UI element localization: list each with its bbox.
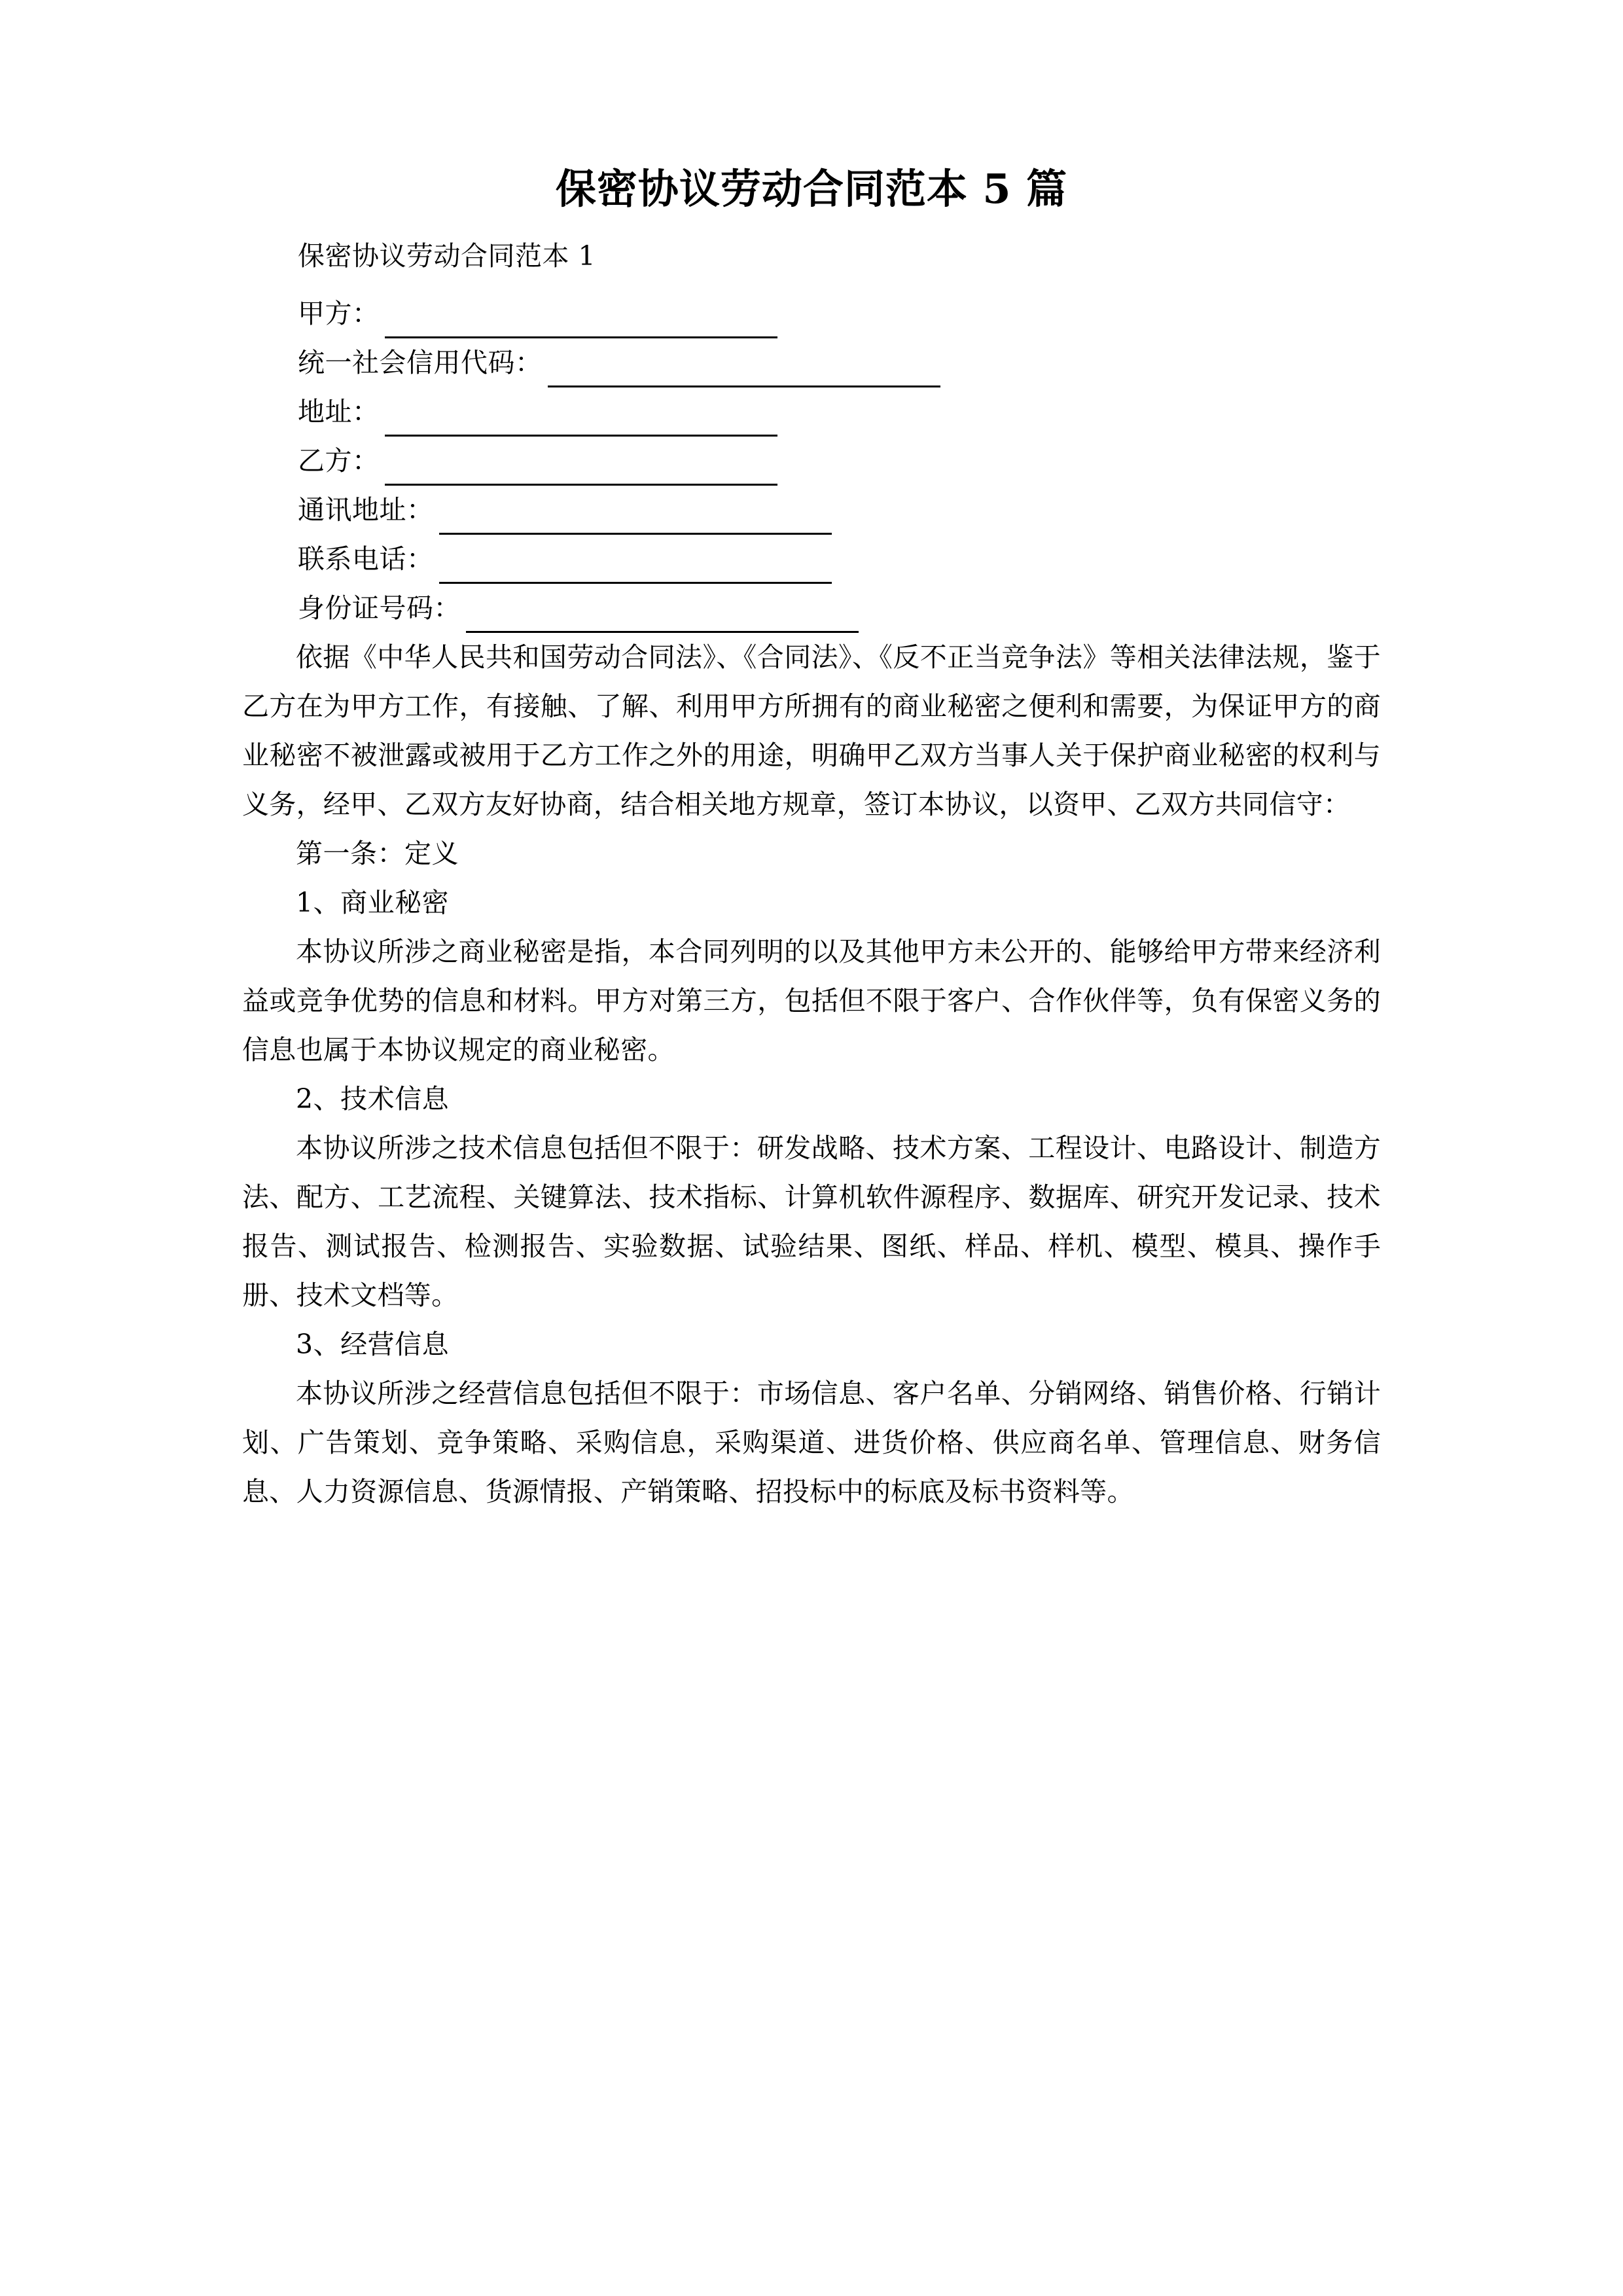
item-2-heading: 2、技术信息 (296, 1083, 450, 1115)
form-blank-contact-phone[interactable] (439, 549, 832, 584)
item-2-paragraph: 本协议所涉之技术信息包括但不限于：研发战略、技术方案、工程设计、电路设计、制造方法、配方、工艺流程、关键算法、技术指标、计算机软件源程序、数据库、研究开发记录、技术报告、测试报告、检测报告、实验数据、试验结果、图纸、样品、样机、模型、模具、操作手册、技术文档等。 (242, 1132, 1381, 1312)
form-label-party-a: 甲方： (298, 298, 380, 330)
form-row-party-a (242, 289, 1381, 338)
document-subtitle: 保密协议劳动合同范本 1 (298, 240, 596, 272)
form-blank-party-b[interactable] (385, 451, 777, 486)
form-label-address: 地址： (298, 396, 380, 428)
party-information-form (242, 289, 1381, 633)
form-blank-credit-code[interactable] (548, 353, 940, 387)
form-label-contact-phone: 联系电话： (298, 543, 434, 575)
form-row-party-b (242, 437, 1381, 486)
article-one-heading: 第一条：定义 (296, 838, 459, 870)
form-blank-party-a[interactable] (385, 304, 777, 338)
form-row-id-number (242, 584, 1381, 633)
form-label-id-number: 身份证号码： (298, 592, 461, 624)
form-label-party-b: 乙方： (298, 445, 380, 477)
form-row-credit-code (242, 338, 1381, 387)
form-label-mailing-address: 通讯地址： (298, 494, 434, 526)
form-row-contact-phone (242, 535, 1381, 584)
form-label-credit-code: 统一社会信用代码： (298, 347, 543, 379)
item-3-paragraph: 本协议所涉之经营信息包括但不限于：市场信息、客户名单、分销网络、销售价格、行销计划、广告策划、竞争策略、采购信息，采购渠道、进货价格、供应商名单、管理信息、财务信息、人力资源信息、货源情报、产销策略、招投标中的标底及标书资料等。 (242, 1378, 1381, 1508)
document-content (242, 0, 1381, 1516)
item-3-heading: 3、经营信息 (296, 1329, 450, 1361)
form-blank-id-number[interactable] (466, 598, 859, 633)
form-blank-mailing-address[interactable] (439, 500, 832, 535)
item-1-heading: 1、商业秘密 (296, 887, 450, 919)
page-title: 保密协议劳动合同范本 5 篇 (555, 165, 1068, 213)
form-row-mailing-address (242, 486, 1381, 535)
form-blank-address[interactable] (385, 402, 777, 437)
item-1-paragraph: 本协议所涉之商业秘密是指，本合同列明的以及其他甲方未公开的、能够给甲方带来经济利益或竞争优势的信息和材料。甲方对第三方，包括但不限于客户、合作伙伴等，负有保密义务的信息也属于本协议规定的商业秘密。 (242, 936, 1381, 1066)
preamble-paragraph: 依据《中华人民共和国劳动合同法》、《合同法》、《反不正当竞争法》等相关法律法规，鉴于乙方在为甲方工作，有接触、了解、利用甲方所拥有的商业秘密之便利和需要，为保证甲方的商业秘密不被泄露或被用于乙方工作之外的用途，明确甲乙双方当事人关于保护商业秘密的权利与义务，经甲、乙双方友好协商，结合相关地方规章，签订本协议，以资甲、乙双方共同信守： (242, 641, 1381, 821)
form-row-address (242, 387, 1381, 437)
